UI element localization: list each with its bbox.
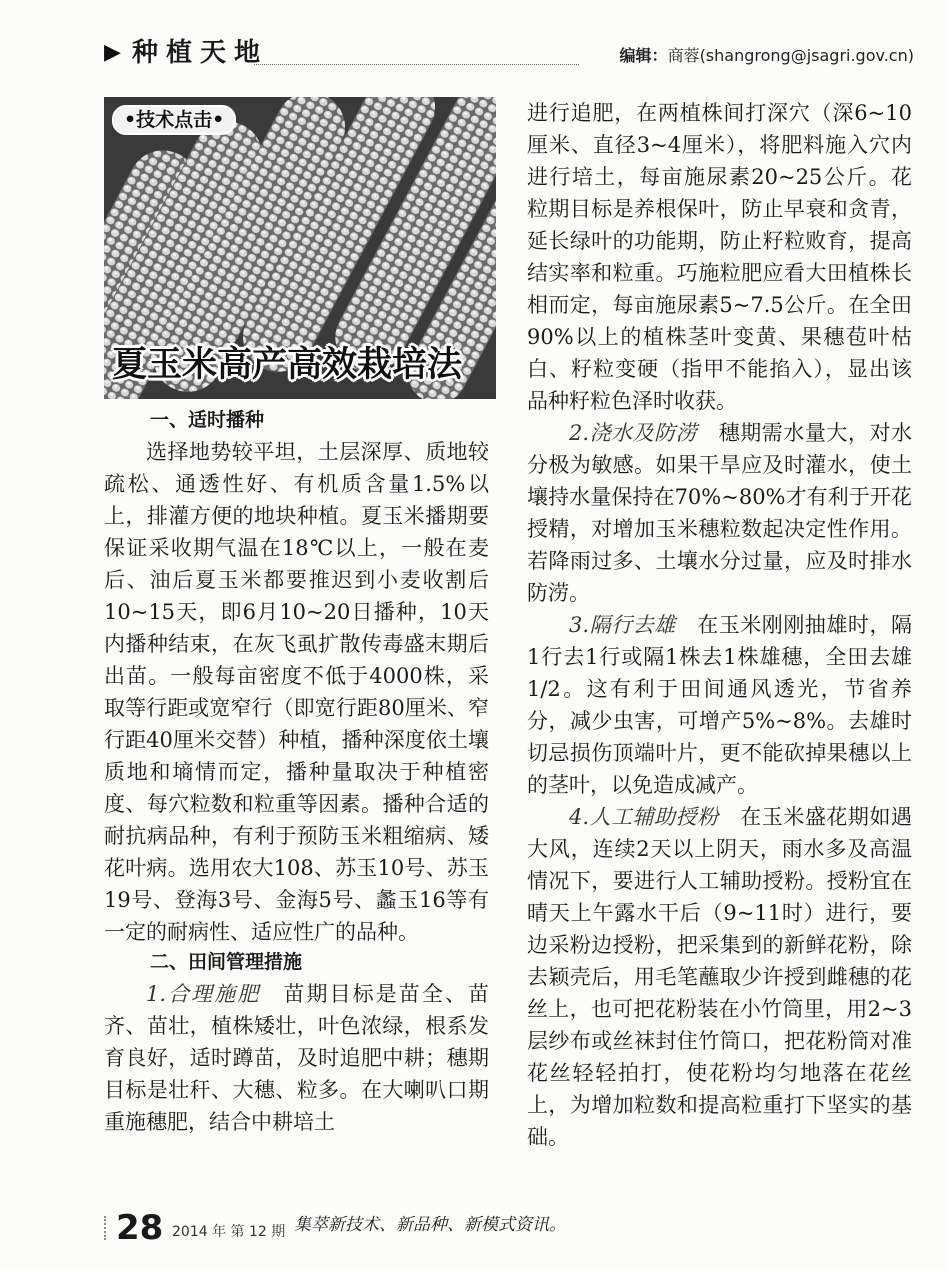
footer-slogan: 集萃新技术、新品种、新模式资讯。 bbox=[294, 1215, 566, 1235]
paragraph-2-body: 穗期需水量大，对水分极为敏感。如果干旱应及时灌水，使土壤持水量保持在70%~80%才有利于开花授精，对增加玉米穗粒数起决定性作用。若降雨过多、土壤水分过量，应及时排水防涝。 bbox=[527, 421, 912, 605]
section-title: 种植天地 bbox=[132, 38, 269, 68]
paragraph-3 bbox=[527, 609, 912, 801]
paragraph-2-title: 2.浇水及防涝 bbox=[569, 421, 698, 445]
issue-label: 2014 年 第 12 期 bbox=[172, 1224, 286, 1240]
right-column bbox=[527, 97, 912, 1153]
corn-photo bbox=[104, 97, 496, 399]
page-number: 28 bbox=[116, 1208, 164, 1248]
paragraph-1-continued: 进行追肥，在两植株间打深穴（深6~10厘米、直径3~4厘米），将肥料施入穴内进行培土，每亩施尿素20~25公斤。花粒期目标是养根保叶，防止早衰和贪青，延长绿叶的功能期，防止籽粒败育，提高结实率和粒重。巧施粒肥应看大田植株长相而定，每亩施尿素5~7.5公斤。在全田90%以上的植株茎叶变黄、果穗苞叶枯白、籽粒变硬（指甲不能掐入），显出该品种籽粒色泽时收获。 bbox=[527, 101, 912, 413]
paragraph-1 bbox=[104, 978, 489, 1138]
page-header bbox=[104, 36, 914, 72]
footer-dotted-bar bbox=[104, 1216, 114, 1240]
paragraph-3-body: 在玉米刚刚抽雄时，隔1行去1行或隔1株去1株雄穗，全田去雄1/2。这有利于田间通风透光，节省养分，减少虫害，可增产5%~8%。去雄时切忌损伤顶端叶片，更不能砍掉果穗以上的茎叶，以免造成减产。 bbox=[527, 613, 912, 797]
section1-body: 选择地势较平坦，土层深厚、质地较疏松、通透性好、有机质含量1.5%以上，排灌方便的地块种植。夏玉米播期要保证采收期气温在18℃以上，一般在麦后、油后夏玉米都要推迟到小麦收割后10~15天，即6月10~20日播种，10天内播种结束，在灰飞虱扩散传毒盛末期后出苗。一般每亩密度不低于4000株，采取等行距或宽窄行（即宽行距80厘米、窄行距40厘米交替）种植，播种深度依土壤质地和墒情而定，播种量取决于种植密度、每穴粒数和粒重等因素。播种合适的耐抗病品种，有利于预防玉米粗缩病、矮花叶病。选用农大108、苏玉10号、苏玉19号、登海3号、金海5号、蠡玉16等有一定的耐病性、适应性广的品种。 bbox=[104, 440, 489, 944]
page-footer bbox=[104, 1208, 924, 1248]
paragraph-3-title: 3.隔行去雄 bbox=[569, 613, 676, 637]
paragraph-2 bbox=[527, 417, 912, 609]
header-dotted-rule bbox=[254, 64, 579, 65]
paragraph-4-title: 4.人工辅助授粉 bbox=[569, 805, 719, 829]
editor-label: 编辑： bbox=[619, 46, 668, 65]
section1-heading: 一、适时播种 bbox=[150, 409, 265, 431]
editor-credit bbox=[620, 46, 914, 66]
article-title: 夏玉米高产高效栽培法 bbox=[112, 344, 463, 385]
paragraph-4-body: 在玉米盛花期如遇大风，连续2天以上阴天，雨水多及高温情况下，要进行人工辅助授粉。授粉宜在晴天上午露水干后（9~11时）进行，要边采粉边授粉，把采集到的新鲜花粉，除去颖壳后，用毛笔蘸取少许授到雌穗的花丝上，也可把花粉装在小竹筒里，用2~3层纱布或丝袜封住竹筒口，把花粉筒对准花丝轻轻拍打，使花粉均匀地落在花丝上，为增加粒数和提高粒重打下坚实的基础。 bbox=[527, 805, 912, 1149]
section2-heading: 二、田间管理措施 bbox=[150, 951, 303, 973]
section-arrow-icon: ▶ bbox=[104, 40, 121, 65]
technique-tag: •技术点击• bbox=[112, 105, 236, 135]
paragraph-4 bbox=[527, 801, 912, 1153]
paragraph-1-body: 苗期目标是苗全、苗齐、苗壮，植株矮壮，叶色浓绿，根系发育良好，适时蹲苗，及时追肥中耕；穗期目标是壮秆、大穗、粒多。在大喇叭口期重施穗肥，结合中耕培土 bbox=[104, 982, 490, 1134]
editor-value: 商蓉(shangrong@jsagri.gov.cn) bbox=[667, 46, 914, 65]
paragraph-1-title: 1.合理施肥 bbox=[146, 982, 261, 1006]
left-column bbox=[104, 406, 489, 1138]
